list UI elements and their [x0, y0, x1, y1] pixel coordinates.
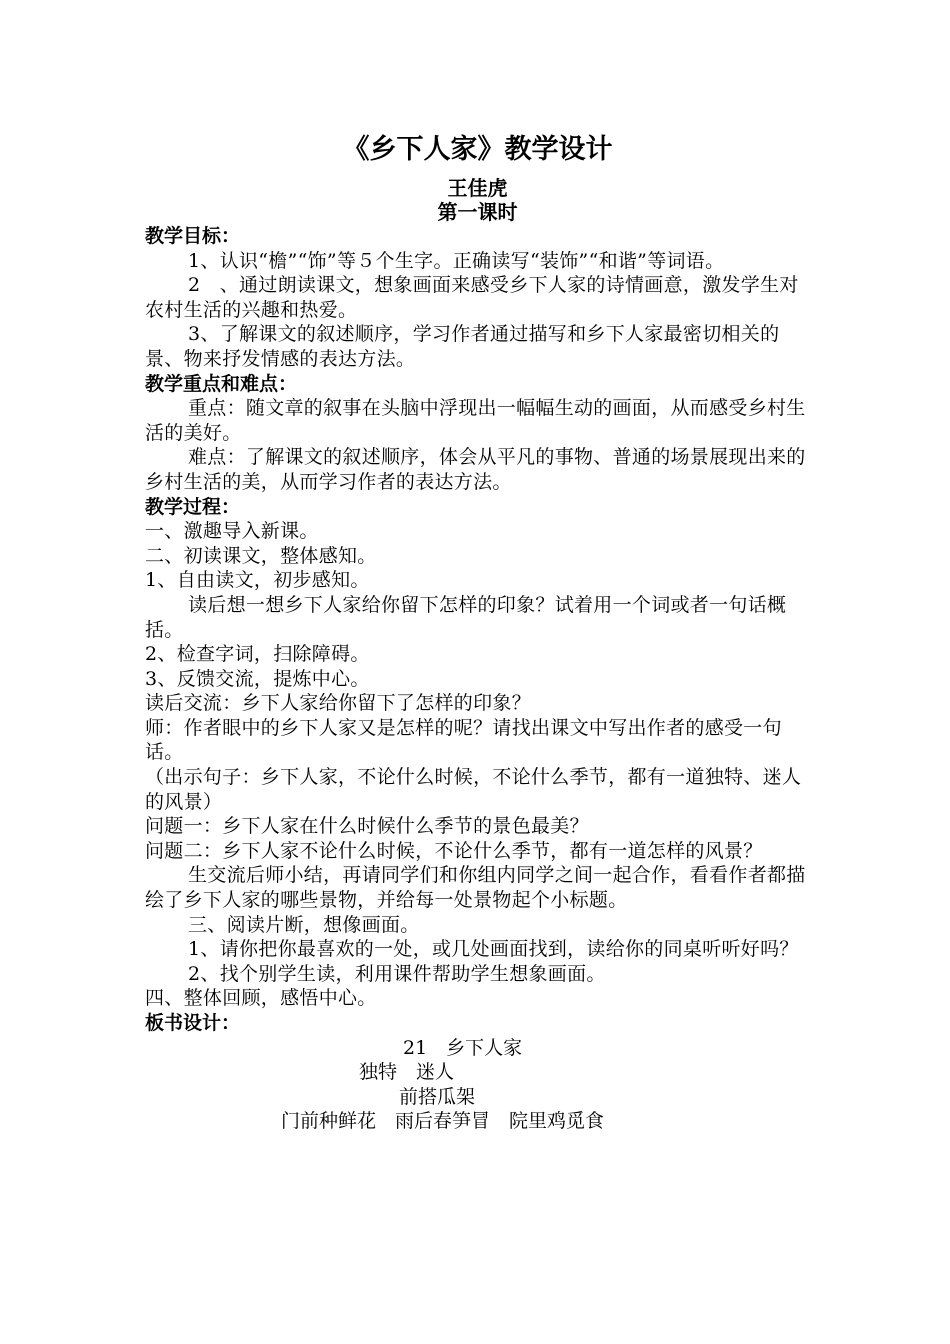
- process-heading: 教学过程：: [145, 495, 241, 518]
- key-point-item: 重点：随文章的叙事在头脑中浮现出一幅幅生动的画面，从而感受乡村生活的美好。: [145, 397, 806, 444]
- goals-heading: 教学目标：: [145, 225, 241, 247]
- process-step: 2、检查字词，扫除障碍。: [145, 643, 370, 666]
- board-line-scene: 前搭瓜架: [399, 1085, 476, 1108]
- process-step: 生交流后师小结，再请同学们和你组内同学之间一起合作，看看作者都描绘了乡下人家的哪些景物，并给每一处景物起个小标题。: [145, 864, 806, 912]
- process-step: 问题二：乡下人家不论什么时候，不论什么季节，都有一道怎样的风景？: [145, 839, 763, 862]
- board-design: [145, 1036, 810, 1134]
- board-line-title: 21 乡下人家: [403, 1036, 523, 1059]
- process-step: 四、整体回顾，感悟中心。: [145, 987, 377, 1010]
- process-step: 二、初读课文，整体感知。: [145, 544, 377, 567]
- process-step: （出示句子：乡下人家，不论什么时候，不论什么季节，都有一道独特、迷人的风景）: [145, 766, 802, 813]
- author-name: 王佳虎: [447, 176, 508, 200]
- document-title: 《乡下人家》教学设计: [342, 134, 613, 165]
- goal-item: 3、了解课文的叙述顺序，学习作者通过描写和乡下人家最密切相关的景、物来抒发情感的表达方法。: [145, 323, 780, 370]
- process-step: 读后想一想乡下人家给你留下怎样的印象？试着用一个词或者一句话概括。: [145, 593, 787, 641]
- process-step: 1、自由读文，初步感知。: [145, 569, 370, 592]
- process-step: 一、激趣导入新课。: [145, 520, 319, 543]
- process-step: 问题一：乡下人家在什么时候什么季节的景色最美？: [145, 815, 589, 838]
- board-design-heading: 板书设计：: [145, 1012, 241, 1034]
- process-step: 三、阅读片断，想像画面。: [188, 913, 420, 936]
- process-step: 读后交流：乡下人家给你留下了怎样的印象？: [145, 692, 532, 715]
- difficulty-item: 难点：了解课文的叙述顺序，体会从平凡的事物、普通的场景展现出来的乡村生活的美，从而学习作者的表达方法。: [145, 446, 806, 493]
- key-points-heading: 教学重点和难点：: [145, 372, 298, 395]
- process-list: [145, 519, 810, 1011]
- process-step: 2、找个别学生读，利用课件帮助学生想象画面。: [188, 962, 606, 985]
- process-step: 3、反馈交流，提炼中心。: [145, 667, 370, 690]
- goal-item: 2 、通过朗读课文，想象画面来感受乡下人家的诗情画意，激发学生对农村生活的兴趣和热爱。: [145, 274, 799, 321]
- process-step: 师：作者眼中的乡下人家又是怎样的呢？请找出课文中写出作者的感受一句话。: [145, 716, 782, 764]
- board-line-impression: 独特 迷人: [359, 1061, 455, 1084]
- board-line-scenes: 门前种鲜花 雨后春笋冒 院里鸡觅食: [281, 1110, 605, 1133]
- goal-item: 1、认识“檐”“饰”等５个生字。正确读写“装饰”“和谐”等词语。: [188, 249, 725, 272]
- process-step: 1、请你把你最喜欢的一处，或几处画面找到，读给你的同桌听听好吗？: [188, 938, 799, 961]
- document-body: [145, 130, 810, 1134]
- lesson-label: 第一课时: [437, 200, 518, 224]
